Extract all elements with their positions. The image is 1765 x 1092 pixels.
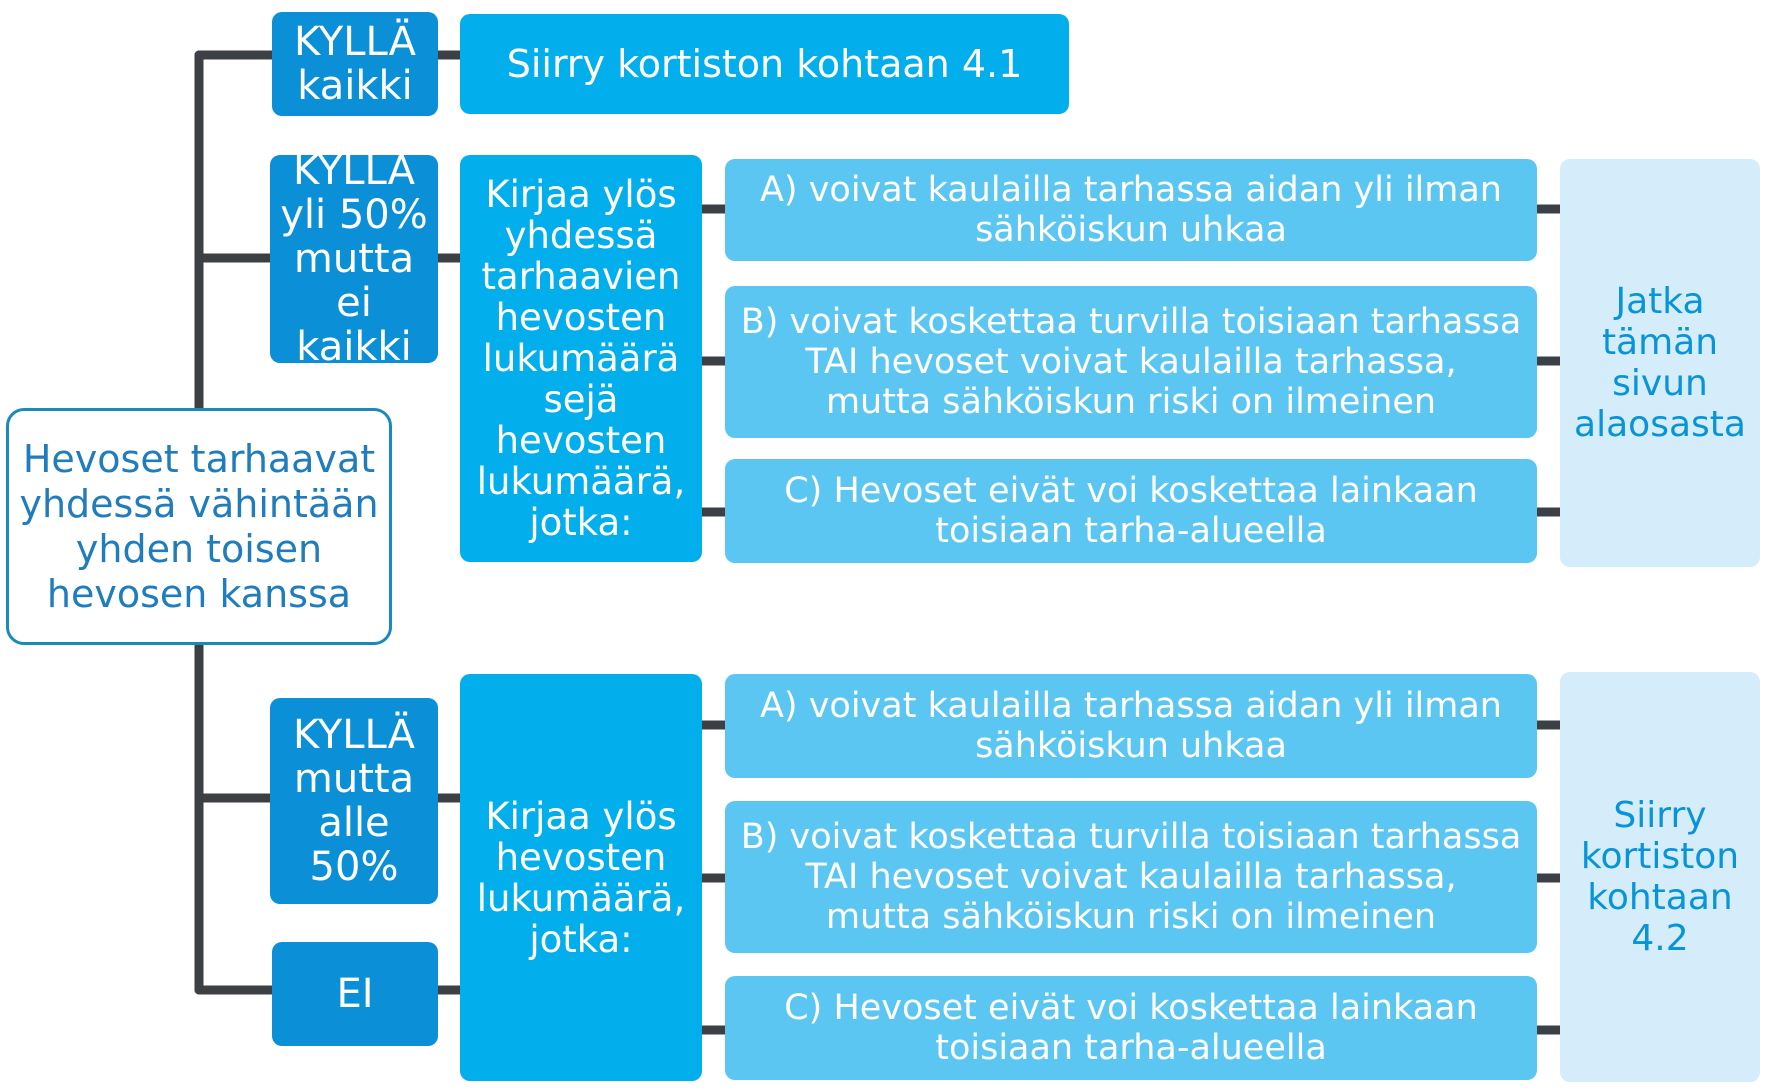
branch-yes-all-label: KYLLÄ kaikki	[293, 19, 417, 109]
start-node	[6, 408, 392, 645]
lower-option-b	[725, 801, 1537, 953]
action-go-to-4-1	[460, 14, 1069, 114]
upper-instruction	[460, 155, 702, 562]
action-go-to-4-1-label: Siirry kortiston kohtaan 4.1	[506, 42, 1023, 86]
upper-option-c	[725, 459, 1537, 563]
branch-yes-under-50-label: KYLLÄ mutta alle 50%	[292, 712, 416, 890]
upper-option-c-label: C) Hevoset eivät voi koskettaa lainkaan toisiaan tarha-alueella	[784, 471, 1478, 551]
lower-option-a	[725, 674, 1537, 778]
upper-next-step-label: Jatka tämän sivun alaosasta	[1574, 281, 1746, 445]
upper-instruction-label: Kirjaa ylös yhdessä tarhaavien hevosten lukumäärä sejä hevosten lukumäärä, jotka:	[476, 173, 686, 544]
branch-yes-over-50	[270, 148, 438, 370]
lower-option-c-label: C) Hevoset eivät voi koskettaa lainkaan toisiaan tarha-alueella	[784, 988, 1478, 1068]
upper-option-a-label: A) voivat kaulailla tarhassa aidan yli ilman sähköiskun uhkaa	[759, 170, 1502, 250]
lower-instruction-label: Kirjaa ylös hevosten lukumäärä, jotka:	[476, 794, 686, 961]
lower-next-step	[1560, 672, 1760, 1082]
branch-no-label: EI	[336, 971, 374, 1017]
lower-option-b-label: B) voivat koskettaa turvilla toisiaan tarhassa TAI hevoset voivat kaulailla tarhassa, mutta sähköiskun riski on ilmeinen	[740, 817, 1522, 937]
upper-next-step	[1560, 159, 1760, 567]
upper-option-a	[725, 159, 1537, 261]
branch-yes-all	[272, 12, 438, 116]
branch-yes-under-50	[270, 698, 438, 904]
start-node-label: Hevoset tarhaavat yhdessä vähintään yhden toisen hevosen kanssa	[19, 436, 379, 616]
lower-option-c	[725, 976, 1537, 1080]
lower-next-step-label: Siirry kortiston kohtaan 4.2	[1580, 795, 1740, 959]
upper-option-b	[725, 286, 1537, 438]
lower-instruction	[460, 674, 702, 1081]
branch-no	[272, 942, 438, 1046]
upper-option-b-label: B) voivat koskettaa turvilla toisiaan tarhassa TAI hevoset voivat kaulailla tarhassa, mutta sähköiskun riski on ilmeinen	[740, 302, 1522, 422]
lower-option-a-label: A) voivat kaulailla tarhassa aidan yli ilman sähköiskun uhkaa	[759, 686, 1502, 766]
branch-yes-over-50-label: KYLLÄ yli 50% mutta ei kaikki	[280, 148, 428, 370]
